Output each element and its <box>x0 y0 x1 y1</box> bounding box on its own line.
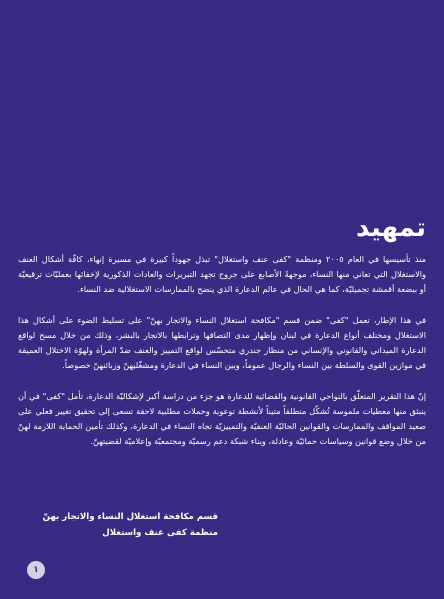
signature-department: قسم مكافحة استغلال النساء والاتجار بهنّ <box>42 512 218 522</box>
signature-organization: منظمة كفى عنف واستغلال <box>102 528 218 538</box>
page-number-badge: ١ <box>27 561 45 579</box>
signature-block <box>18 509 218 541</box>
page-title: تمهيد <box>356 213 426 243</box>
paragraph-2: في هذا الإطار، تعمل "كفى" ضمن قسم "مكافحة استغلال النساء والاتجار بهنّ" على تسليط الضوء على أشكال هذا الاستغلال ومختلف أنواع الدعارة في لبنان وإظهار مدى التصاقها وترابطها بالاتجار بالبشر، وذلك من خلال مسح لواقع الدعارة الميداني والقانوني والإنساني من منظار جندري متحسّس لواقع التمييز والعنف ضدّ المرأة ولهوّة الاختلال العميقة في موازين القوى والسلطة بين النساء والرجال عموماً، وبين النساء في الدعارة ومشغّليهنّ وزبائنهنّ خصوصاً. <box>18 315 426 370</box>
paragraph-3: إنّ هذا التقرير المتعلّق بالنواحي القانونية والقضائية للدعارة هو جزء من دراسة أكبر لإشكاليّة الدعارة، تأمل "كفى" في أن ينبثق منها معطيات ملموسة تُشكّل منطلقاً متيناً لأنشطة توعوية وحملات مطلبية لاحقة تسعى إلى تحقيق تغيير فعلي على صعيد المواقف والممارسات والقوانين الحاليّة العنفيّة والتمييزيّة تجاه النساء في الدعارة، وكذلك تأمين الحماية اللازمة لهنّ من خلال وضع قوانين وسياسات حمائيّة وعادلة، وبناء شبكة دعم رسميّة ومجتمعيّة وإعلاميّة لقضيتهنّ. <box>18 391 426 446</box>
paragraph-1: منذ تأسيسها في العام ٢٠٠٥ ومنظمة "كفى عنف واستغلال" تبذل جهوداً كبيرة في مسيرة إنهاء، كافّة أشكال العنف والاستغلال التي تعاني منها النساء، موجهةً الأصابع على جروح تجهد التبريرات والعادات الذكورية لإخفائها بعمليّات ترقيعيّة أو ببضعة أقمشة تجميليّة، كما هي الحال في عالم الدعارة الذي ينضح بالممارسات الاستغلالية ضد النساء. <box>18 254 426 294</box>
body-text <box>18 252 426 465</box>
